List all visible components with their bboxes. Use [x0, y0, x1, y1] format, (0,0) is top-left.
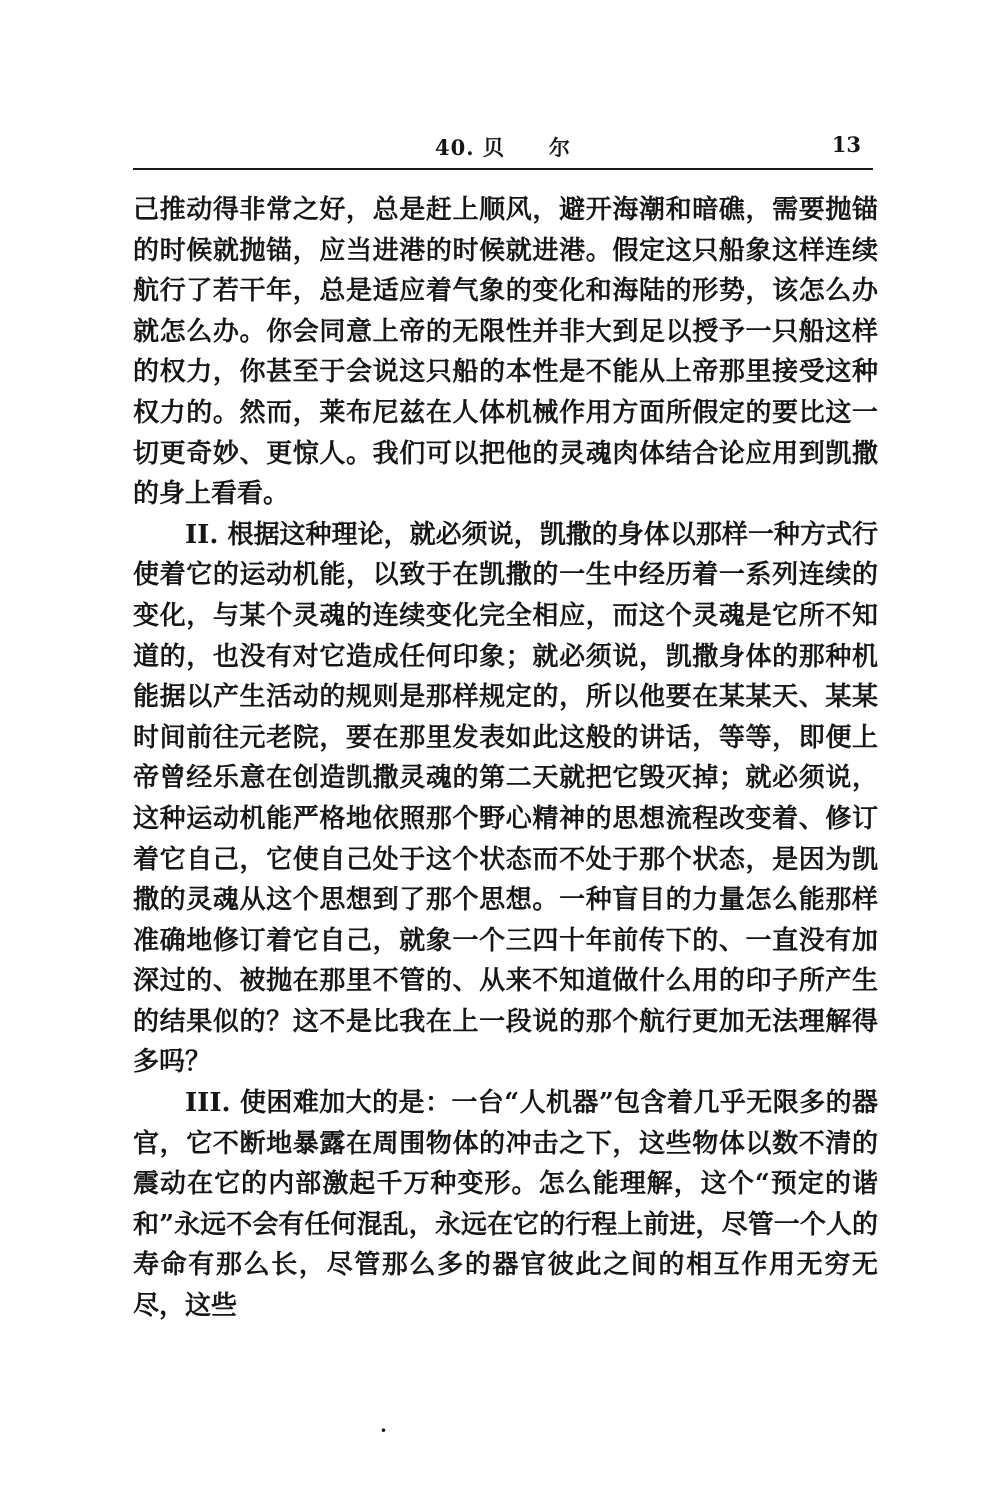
- page-number: 13: [831, 132, 861, 157]
- chapter-number: 40.: [435, 135, 475, 160]
- paragraph-section-iii: III. 使困难加大的是：一台“人机器”包含着几乎无限多的器官，它不断地暴露在周围物体的冲击之下，这些物体以数不清的震动在它的内部激起千万种变形。怎么能理解，这个“预定的谐和”永远不会有任何混乱，永远在它的行程上前进，尽管一个人的寿命有那么长，尽管那么多的器官彼此之间的相互作用无穷无尽，这些: [133, 1088, 878, 1322]
- header-title: [435, 132, 571, 162]
- header-name-part2: 尔: [548, 135, 571, 160]
- paragraph-section-ii: II. 根据这种理论，就必须说，凯撒的身体以那样一种方式行使着它的运动机能，以致于在凯撒的一生中经历着一系列连续的变化，与某个灵魂的连续变化完全相应，而这个灵魂是它所不知道的，也没有对它造成任何印象；就必须说，凯撒身体的那种机能据以产生活动的规则是那样规定的，所以他要在某某天、某某时间前往元老院，要在那里发表如此这般的讲话，等等，即便上帝曾经乐意在创造凯撒灵魂的第二天就把它毁灭掉；就必须说，这种运动机能严格地依照那个野心精神的思想流程改变着、修订着它自己，它使自己处于这个状态而不处于那个状态，是因为凯撒的灵魂从这个思想到了那个思想。一种盲目的力量怎么能那样准确地修订着它自己，就象一个三四十年前传下的、一直没有加深过的、被抛在那里不管的、从来不知道做什么用的印子所产生的结果似的？这不是比我在上一段说的那个航行更加无法理解得多吗？: [133, 519, 878, 1078]
- header-name-part1: 贝: [482, 135, 505, 160]
- paragraph-continuation: 己推动得非常之好，总是赶上顺风，避开海潮和暗礁，需要抛锚的时候就抛锚，应当进港的时候就进港。假定这只船象这样连续航行了若干年，总是适应着气象的变化和海陆的形势，该怎么办就怎么办。你会同意上帝的无限性并非大到足以授予一只船这样的权力，你甚至于会说这只船的本性是不能从上帝那里接受这种权力的。然而，莱布尼兹在人体机械作用方面所假定的要比这一切更奇妙、更惊人。我们可以把他的灵魂肉体结合论应用到凯撒的身上看看。: [133, 195, 878, 510]
- header-rule: [133, 168, 873, 170]
- ink-speck: ·: [380, 1418, 387, 1442]
- body-text: [133, 190, 878, 1327]
- running-header: [133, 128, 873, 164]
